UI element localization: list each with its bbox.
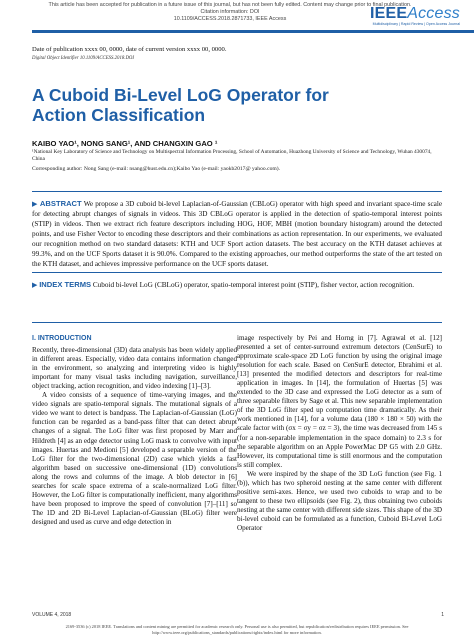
logo-tagline: Multidisciplinary | Rapid Review | Open Access Journal <box>372 22 460 26</box>
header-bar <box>32 30 474 33</box>
section-heading: I. INTRODUCTION <box>32 335 92 342</box>
acceptance-note <box>40 2 420 23</box>
right-column <box>237 334 442 533</box>
left-column <box>32 334 237 527</box>
copyright-notice: 2169-3536 (c) 2018 IEEE. Translations and content mining are permitted for academic research only. Personal use is also permitted, but republication/redistribution requires IEEE permission. See http://www.ieee.org/publications_standards/publications/rights/index.html for more information. <box>65 624 409 635</box>
intro-paragraph-1: Recently, three-dimensional (3D) data analysis has been widely applied in different areas. Especially, video data contains information changed in the environment, so analyzing and interpreting video is highly important for many visual tasks including navigation, surveillance, object tracking, action recognition, and video indexing [1]–[3]. <box>32 346 237 391</box>
index-terms <box>32 280 442 290</box>
index-terms-label: INDEX TERMS <box>39 280 92 289</box>
triangle-icon: ▶ <box>32 200 38 208</box>
index-top-rule <box>32 272 442 273</box>
corresponding-author: Corresponding author: Nong Sang (e-mail: nsang@hust.edu.cn);Kaibo Yao (e-mail: yaokb2017@ yahoo.com). <box>32 166 280 172</box>
publication-dates: Date of publication xxxx 00, 0000, date of current version xxxx 00, 0000. <box>32 46 227 53</box>
intro-paragraph-2: A video consists of a sequence of time-varying images, and the video signals are spatio-temporal signals. The mutational signals of a video we want to detect is bandpass. The Laplacian-of-Gaussian (LoG) function can be regarded as a band-pass filter that can detect abrupt changes of a signal. The LoG filter was first proposed by Marr and Hildreth [4] as an edge detector using LoG mask to convolve with input images. Huertas and Medioni [5] developed a separable version of the LoG filter for the two-dimensional (2D) case which yields a fast algorithm based on successive one-dimensional (1D) convolutions along the rows and columns of the image. A blob detector in [6] searches for scale space extrema of a scale-normalized LoG filter. However, the LoG filter is computationally inefficient, many algorithms have been proposed to improve the speed of convolution [7]–[11] so The 1D and 2D Bi-Level Laplacian-of-Gaussian (BLoG) filter were designed and used as curve and edge detection in <box>32 391 237 526</box>
index-terms-text: Cuboid bi-level LoG (CBLoG) operator, spatio-temporal interest point (STIP), fisher vector, action recognition. <box>92 281 415 289</box>
doi-line: Digital Object Identifier 10.1109/ACCESS.2018.DOI <box>32 56 134 61</box>
abstract-label: ABSTRACT <box>39 199 82 208</box>
logo-main: IEEE <box>369 5 408 22</box>
intro-paragraph-4: We were inspired by the shape of the 3D LoG function (see Fig. 1 (b)), which has two spheroid nesting at the same center with different positive semi-axes. Hence, we used two cuboids to wrap and to be tangent to these two ellipsoids (see Fig. 2), thus obtaining two cuboids nesting at the same center with different side sizes. This shape of the 3D bi-level cuboid can be formulated as a function, Cuboid Bi-Level LoG Operator <box>237 469 443 532</box>
abstract-top-rule <box>32 191 442 192</box>
abstract-text: We propose a 3D cuboid bi-level Laplacian-of-Gaussian (CBLoG) operator with high speed and invariant space-time scale for detecting abrupt changes of signals in videos. This 3D CBLoG operator is applied in the detection of spatio-temporal interest points (STIP) in videos. Then we extract rich feature descriptors including HOG, HOF, MBH (motion boundary histogram) around the detected points, and use Fisher Vector to encoding these descriptors and their combinations as action representation. In our experiments, we evaluated our recognition method on two standard datasets: KTH and UCF Sport action datasets. The best accuracy on the KTH dataset achieves at 99.3%, and on the UCF Sports dataset it is 90.0%. Compared to the existing approaches, our method outperforms the state of the art tested on the KTH dataset, and achieves impressive performance on the UCF sports dataset. <box>32 200 443 268</box>
index-bottom-rule <box>32 322 442 323</box>
acceptance-note-line2: 10.1109/ACCESS.2018.2871733, IEEE Access <box>173 16 287 22</box>
logo-italic: Access <box>407 5 460 22</box>
acceptance-note-line1: This article has been accepted for publication in a future issue of this journal, but has not been fully edited. Content may change prior to final publication. Citation information: DOI <box>48 2 412 15</box>
page-number: 1 <box>441 612 444 618</box>
volume-label: VOLUME 4, 2018 <box>32 612 72 618</box>
paper-title: A Cuboid Bi-Level LoG Operator for Action Classification <box>32 85 329 125</box>
intro-paragraph-3: image respectively by Pei and Horng in [7]. Agrawal et al. [12] presented a set of center-surround extremum detectors (CenSurE) to approximate scale-space 2D LoG function by using the original image resolution for each scale. Based on CenSurE detector, Ebrahimi et al. [13] presented the modified detectors and descriptors for real-time application in images. In [14], the formulation of Huertas [5] was extended to the 3D case and expressed the LoG detector as a sum of three separable filters by Sage et al. This new separable implementation of the 3D LoG filter sped up computation time dramatically. As their work mentioned in [14], for a volume data (180 × 180 × 50) with the scale factor with (σx = σy = σz = 3), the time was decreased from 145 s (for a non-separable implementation in the space domain) to 2.3 s for the separable algorithm on an Apple PowerMac DP G5 with 2.0 GHz. However, its computational time is still enormous and the computation is still complex. <box>237 334 442 469</box>
affiliation: ¹National Key Laboratory of Science and Technology on Multispectral Information Processing, School of Automation, Huazhong University of Science and Technology, Wuhan 430074, China <box>32 149 432 162</box>
author-list: KAIBO YAO¹, NONG SANG¹, AND CHANGXIN GAO ¹ <box>32 139 218 148</box>
journal-logo <box>370 5 460 26</box>
abstract <box>32 199 442 269</box>
triangle-icon: ▶ <box>32 281 38 289</box>
